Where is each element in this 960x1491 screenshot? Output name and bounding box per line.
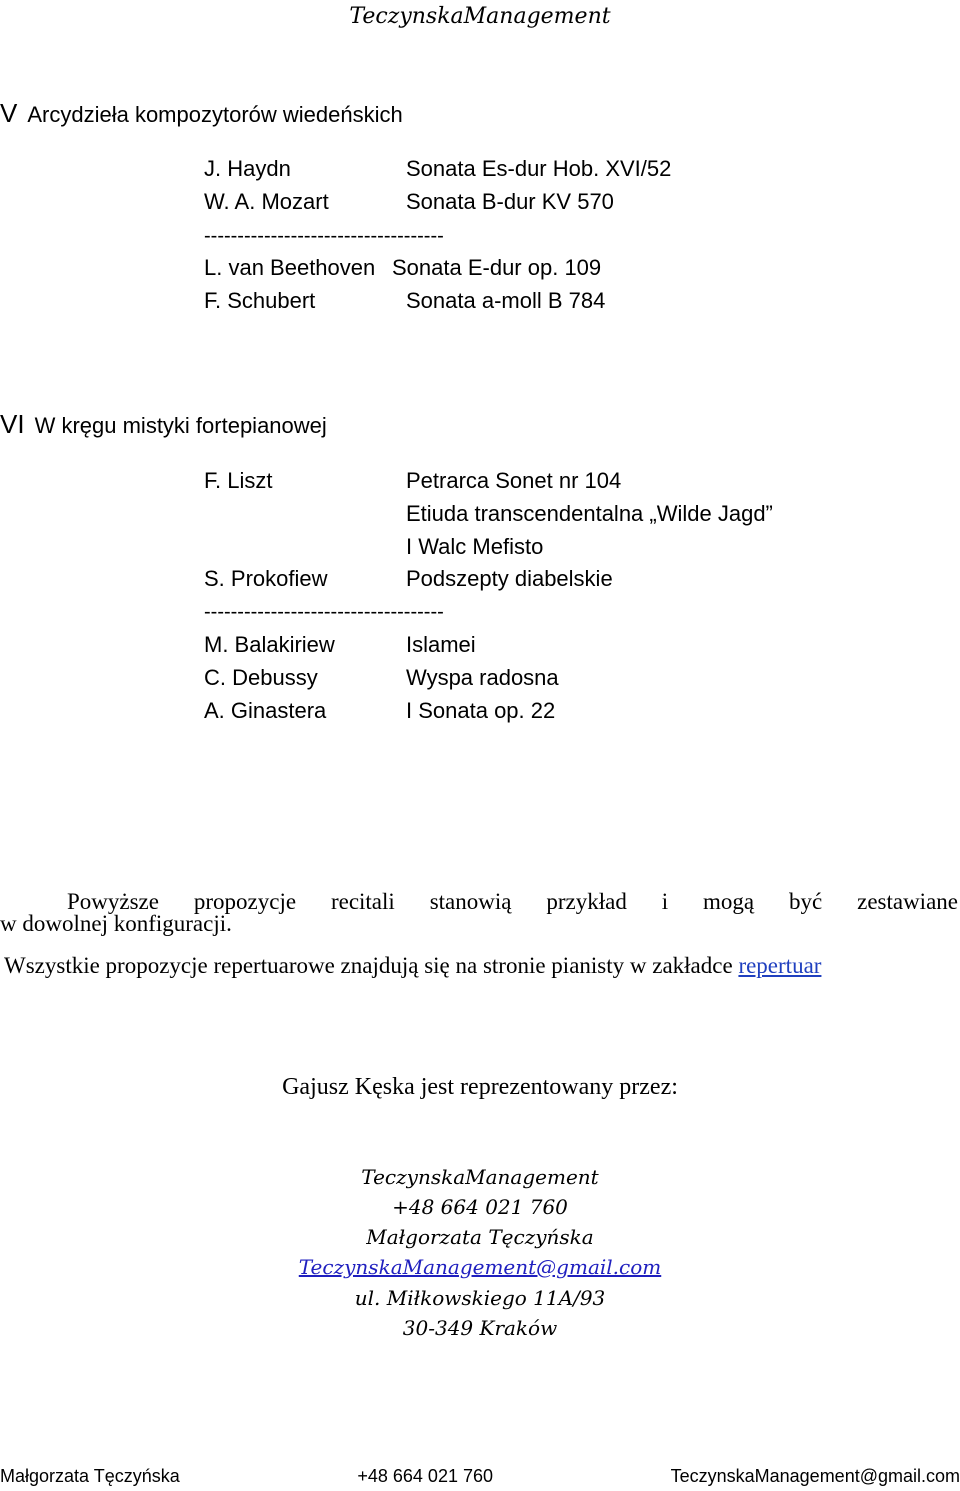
word: propozycje: [193, 889, 297, 914]
work-title: Islamei: [406, 632, 476, 657]
repertoire-text: Wszystkie propozycje repertuarowe znajdują się na stronie pianisty w zakładce: [4, 953, 733, 978]
word: Powyższe: [67, 889, 159, 914]
word: być: [789, 889, 823, 914]
page-footer: [0, 1464, 960, 1488]
work-title: Petrarca Sonet nr 104: [406, 468, 622, 493]
footer-phone: +48 664 021 760: [357, 1466, 493, 1486]
notes-paragraph: [0, 886, 958, 939]
work-title: I Sonata op. 22: [406, 698, 556, 723]
composer-name: A. Ginastera: [204, 698, 327, 723]
contact-email-row: [0, 1252, 960, 1282]
word: przykład: [546, 889, 627, 914]
page-header-title: TeczynskaManagement: [349, 4, 611, 29]
contact-phone: +48 664 021 760: [392, 1195, 568, 1219]
word: mogą: [703, 889, 755, 914]
footer-name: Małgorzata Tęczyńska: [0, 1466, 180, 1486]
word: recitali: [330, 889, 395, 914]
composer-name: W. A. Mozart: [204, 189, 329, 214]
program-separator: ------------------------------------: [204, 225, 444, 247]
word: i: [661, 889, 669, 914]
composer-name: F. Liszt: [204, 468, 273, 493]
composer-name: S. Prokofiew: [204, 566, 328, 591]
notes-line-3: [4, 950, 956, 981]
program-separator: ------------------------------------: [204, 601, 444, 623]
word: stanowią: [429, 889, 512, 914]
contact-person: Małgorzata Tęczyńska: [366, 1225, 594, 1249]
section-heading-vi: [0, 410, 327, 440]
composer-name: L. van Beethoven: [204, 255, 376, 280]
section-title: Arcydzieła kompozytorów wiedeńskich: [27, 102, 403, 127]
notes-line-2: w dowolnej konfiguracji.: [0, 911, 232, 936]
contact-email-link[interactable]: TeczynskaManagement@gmail.com: [298, 1255, 662, 1279]
work-title: Wyspa radosna: [406, 665, 559, 690]
contact-company: TeczynskaManagement: [361, 1165, 599, 1189]
work-title: I Walc Mefisto: [406, 534, 544, 559]
contact-street: ul. Miłkowskiego 11A/93: [354, 1286, 606, 1310]
work-title: Sonata E-dur op. 109: [392, 255, 602, 280]
section-numeral: VI: [0, 409, 25, 439]
section-numeral: V: [0, 98, 18, 128]
representation-text: Gajusz Kęska jest reprezentowany przez:: [282, 1074, 678, 1100]
composer-name: J. Haydn: [204, 156, 291, 181]
work-title: Sonata a-moll B 784: [406, 288, 606, 313]
footer-email: TeczynskaManagement@gmail.com: [670, 1466, 960, 1486]
work-title: Sonata Es-dur Hob. XVI/52: [406, 156, 672, 181]
section-heading-v: [0, 99, 403, 129]
section-title: W kręgu mistyki fortepianowej: [34, 413, 327, 438]
work-title: Podszepty diabelskie: [406, 566, 613, 591]
work-title: Sonata B-dur KV 570: [406, 189, 614, 214]
contact-city: 30-349 Kraków: [402, 1316, 558, 1340]
repertoire-link[interactable]: repertuar: [738, 953, 822, 978]
word: zestawiane: [857, 889, 958, 914]
composer-name: F. Schubert: [204, 288, 316, 313]
composer-name: C. Debussy: [204, 665, 318, 690]
work-title: Etiuda transcendentalna „Wilde Jagd”: [406, 501, 773, 526]
composer-name: M. Balakiriew: [204, 632, 335, 657]
